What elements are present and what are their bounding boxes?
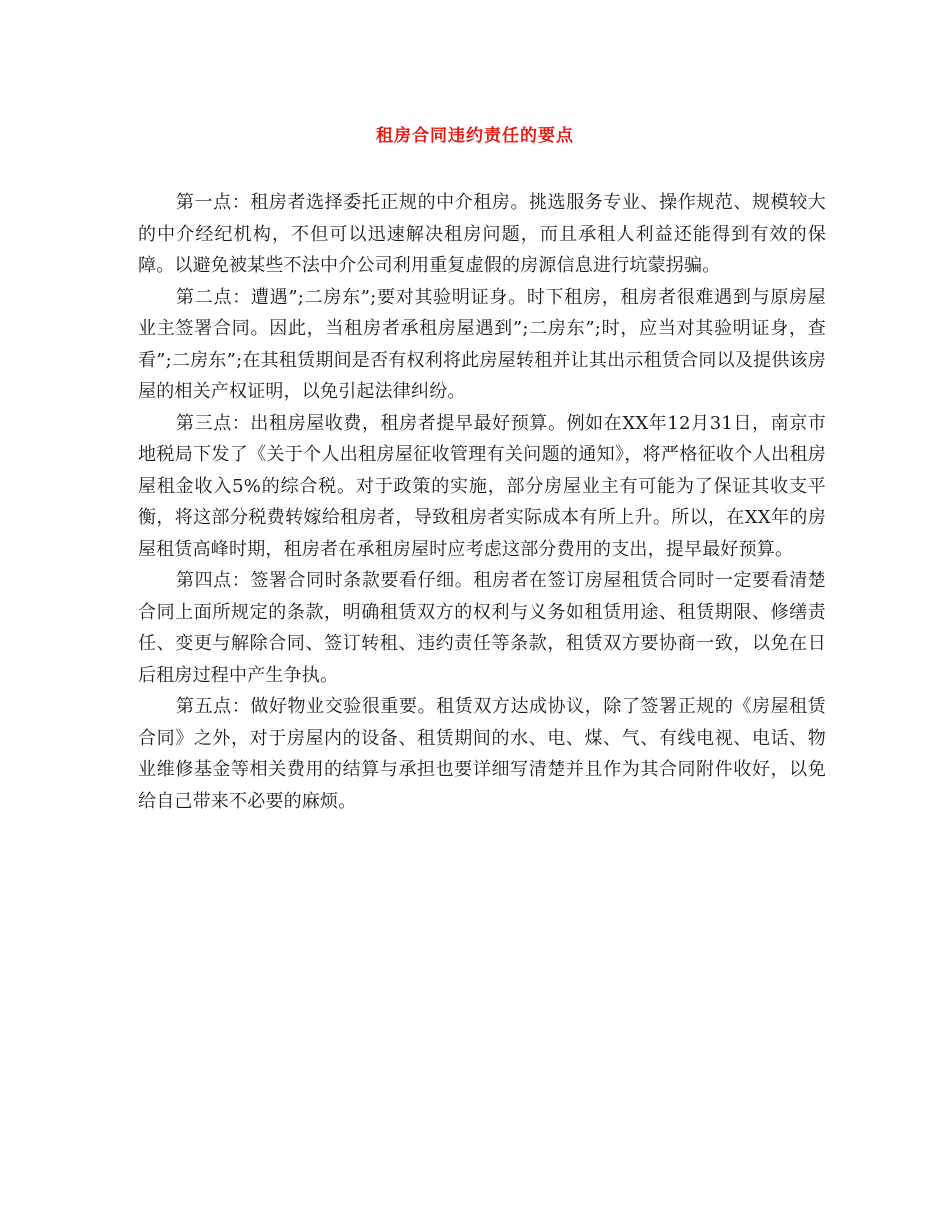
document-title: 租房合同违约责任的要点 xyxy=(376,126,574,146)
paragraph-2: 第二点：遭遇”;二房东”;要对其验明证身。时下租房，租房者很难遇到与原房屋业主签署合同。因此，当租房者承租房屋遇到”;二房东”;时，应当对其验明证身，查看”;二房东”;在其租赁期间是否有权利将此房屋转租并让其出示租赁合同以及提供该房屋的相关产权证明，以免引起法律纠纷。 xyxy=(138,286,826,402)
document-body xyxy=(138,187,826,817)
paragraph-4: 第四点：签署合同时条款要看仔细。租房者在签订房屋租赁合同时一定要看清楚合同上面所规定的条款，明确租赁双方的权利与义务如租赁用途、租赁期限、修缮责任、变更与解除合同、签订转租、违约责任等条款，租赁双方要协商一致，以免在日后租房过程中产生争执。 xyxy=(138,570,826,686)
paragraph-3: 第三点：出租房屋收费，租房者提早最好预算。例如在XX年12月31日，南京市地税局下发了《关于个人出租房屋征收管理有关问题的通知》，将严格征收个人出租房屋租金收入5%的综合税。对于政策的实施，部分房屋业主有可能为了保证其收支平衡，将这部分税费转嫁给租房者，导致租房者实际成本有所上升。所以，在XX年的房屋租赁高峰时期，租房者在承租房屋时应考虑这部分费用的支出，提早最好预算。 xyxy=(138,412,826,560)
paragraph-5: 第五点：做好物业交验很重要。租赁双方达成协议，除了签署正规的《房屋租赁合同》之外，对于房屋内的设备、租赁期间的水、电、煤、气、有线电视、电话、物业维修基金等相关费用的结算与承担也要详细写清楚并且作为其合同附件收好，以免给自己带来不必要的麻烦。 xyxy=(138,696,826,812)
paragraph-1: 第一点：租房者选择委托正规的中介租房。挑选服务专业、操作规范、规模较大的中介经纪机构，不但可以迅速解决租房问题，而且承租人利益还能得到有效的保障。以避免被某些不法中介公司利用重复虚假的房源信息进行坑蒙拐骗。 xyxy=(138,192,826,276)
